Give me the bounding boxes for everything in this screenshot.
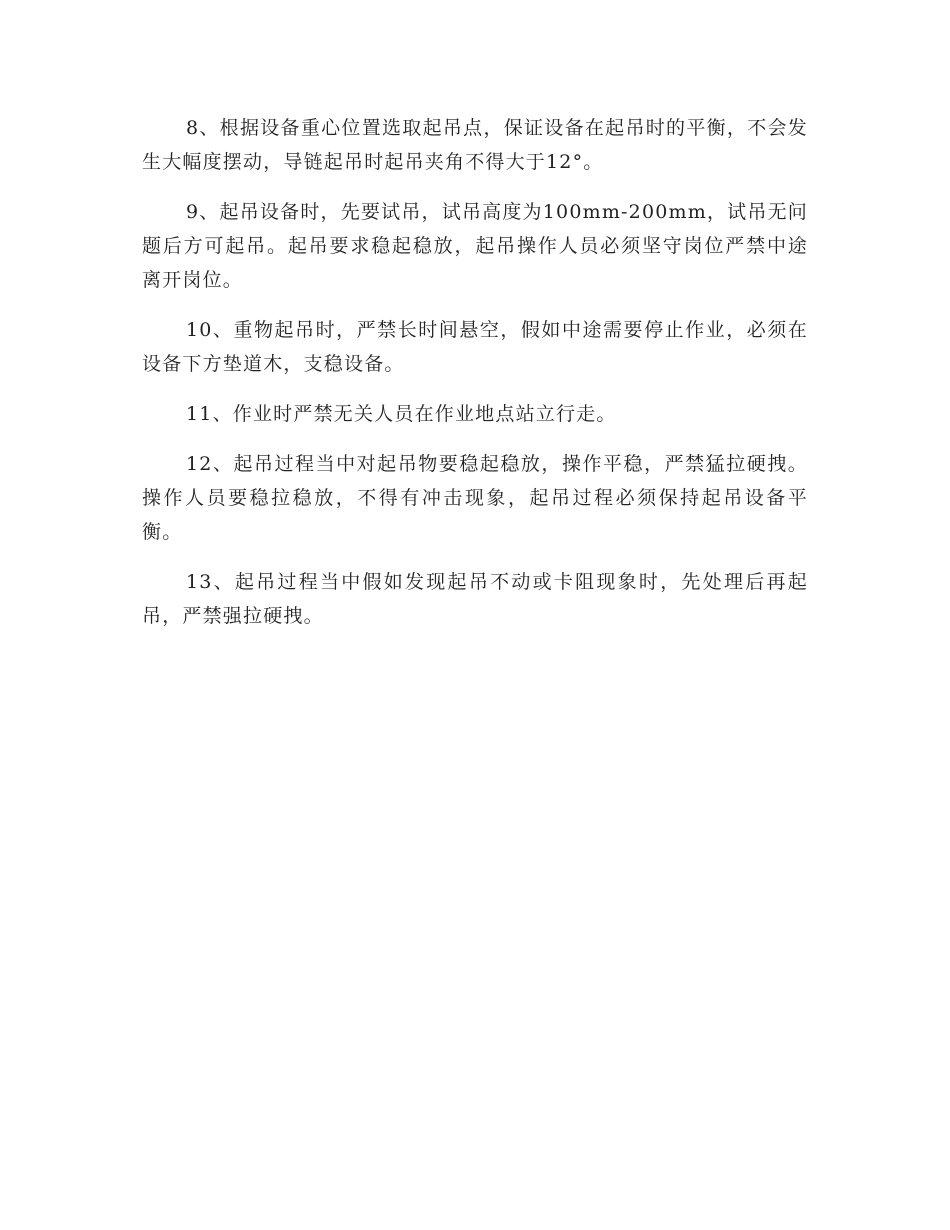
paragraph-9: 9、起吊设备时，先要试吊，试吊高度为100mm-200mm，试吊无问题后方可起吊。起吊要求稳起稳放，起吊操作人员必须坚守岗位严禁中途离开岗位。 [142, 201, 808, 291]
paragraph-8: 8、根据设备重心位置选取起吊点，保证设备在起吊时的平衡，不会发生大幅度摆动，导链起吊时起吊夹角不得大于12°。 [142, 117, 808, 173]
document-body [142, 111, 808, 649]
paragraph-13: 13、起吊过程当中假如发现起吊不动或卡阻现象时，先处理后再起吊，严禁强拉硬拽。 [142, 571, 808, 627]
paragraph-12: 12、起吊过程当中对起吊物要稳起稳放，操作平稳，严禁猛拉硬拽。 操作人员要稳拉稳放，不得有冲击现象，起吊过程必须保持起吊设备平衡。 [142, 453, 808, 543]
paragraph-11: 11、作业时严禁无关人员在作业地点站立行走。 [186, 403, 617, 425]
paragraph-10: 10、重物起吊时，严禁长时间悬空，假如中途需要停止作业，必须在设备下方垫道木，支稳设备。 [142, 319, 808, 375]
